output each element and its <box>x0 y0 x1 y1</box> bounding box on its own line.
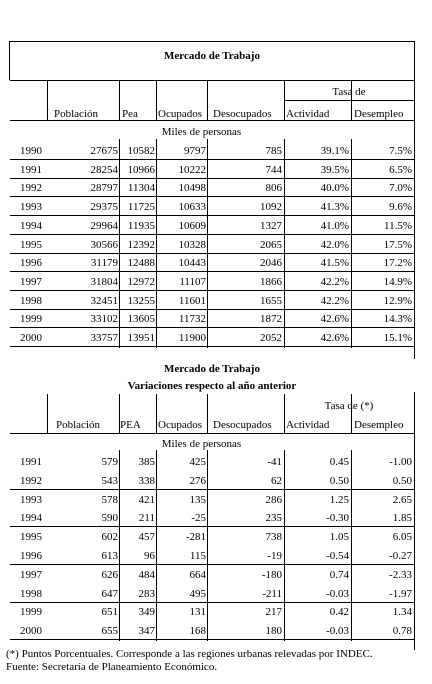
table1-cell: 14.3% <box>383 313 412 326</box>
table2-unit-label: Miles de personas <box>161 438 242 450</box>
table1-unit-label: Miles de personas <box>161 126 242 138</box>
table1-cell: 42.2% <box>320 275 349 288</box>
table2-year-cell: 1994 <box>20 512 42 525</box>
table2-column-header: PEA <box>120 419 141 431</box>
table2-cell: 651 <box>101 606 118 619</box>
table1-cell: 11107 <box>179 275 206 288</box>
table2-cell: -0.27 <box>389 550 412 562</box>
table2-cell: 283 <box>138 587 155 600</box>
table1-cell: 41.0% <box>320 219 349 232</box>
table2-cell: 2.65 <box>392 493 412 506</box>
table2-year-cell: 1993 <box>20 493 42 506</box>
table1-cell: 11304 <box>127 182 155 195</box>
table2-column-header: Actividad <box>286 419 330 431</box>
table1-title: Mercado de Trabajo <box>164 50 260 62</box>
table2-cell: 421 <box>138 493 155 506</box>
table1-title-rule <box>10 80 414 81</box>
table2-cell: 0.50 <box>329 474 349 487</box>
table1-cell: 28254 <box>90 163 118 176</box>
table1-row-rule <box>10 271 414 272</box>
table2-cell: -211 <box>262 587 282 600</box>
table1-row-rule <box>10 327 414 328</box>
table1-cell: 1866 <box>260 275 282 288</box>
table1-column-header: Ocupados <box>158 108 202 120</box>
table1-column-divider <box>156 139 157 348</box>
table1-row-rule <box>10 159 414 160</box>
table2-cell: 457 <box>138 531 155 544</box>
table1-column-divider <box>351 139 352 348</box>
table2-cell: -25 <box>191 512 206 525</box>
table2-column-divider <box>119 450 120 641</box>
table1-cell: 29964 <box>90 219 118 232</box>
table1-cell: 806 <box>265 182 282 195</box>
table1-row-rule <box>10 346 414 347</box>
table1-cell: 29375 <box>90 201 118 214</box>
table2-cell: 135 <box>189 493 206 506</box>
table2-year-cell: 1998 <box>20 587 42 600</box>
table1-header-divider <box>284 80 285 120</box>
table1-cell: 1655 <box>260 294 282 307</box>
table2-right-border <box>414 392 415 650</box>
table2-cell: -0.54 <box>326 550 349 562</box>
table1-row-rule <box>10 196 414 197</box>
table1-header-divider <box>119 80 120 120</box>
table2-cell: 385 <box>138 456 155 468</box>
table2-year-cell: 1992 <box>20 474 42 487</box>
source-note: Fuente: Secretaría de Planeamiento Económico. <box>6 661 218 673</box>
table1-cell: 6.5% <box>389 163 412 176</box>
table1-header-rule <box>10 120 414 121</box>
table2-column-header: Desempleo <box>354 419 404 431</box>
table1-cell: 10328 <box>178 238 206 251</box>
table2-cell: 579 <box>101 456 118 468</box>
table2-cell: 349 <box>138 606 155 619</box>
table2-cell: 96 <box>144 550 155 562</box>
table1-row-rule <box>10 215 414 216</box>
table1-cell: 12972 <box>127 275 155 288</box>
table1-cell: 13255 <box>127 294 155 307</box>
table2-cell: 211 <box>138 512 155 525</box>
table2-cell: 626 <box>101 568 118 581</box>
table1-row-rule <box>10 253 414 254</box>
table2-cell: 0.42 <box>329 606 349 619</box>
table1-year-cell: 1990 <box>20 145 42 157</box>
table2-header-divider <box>47 394 48 433</box>
table1-cell: 42.2% <box>320 294 349 307</box>
table2-header-divider <box>207 394 208 433</box>
table2-cell: 1.05 <box>329 531 349 544</box>
table2-cell: -0.03 <box>326 587 349 600</box>
table2-cell: -0.30 <box>326 512 349 525</box>
table1-column-header: Desempleo <box>354 108 404 120</box>
table1-year-cell: 1996 <box>20 257 42 270</box>
table1-cell: 2052 <box>260 332 282 344</box>
table2-row-rule <box>10 564 414 565</box>
table1-cell: 11.5% <box>383 219 412 232</box>
table1-cell: 9797 <box>184 145 206 157</box>
table2-cell: -41 <box>267 456 282 468</box>
table1-cell: 1872 <box>260 313 282 326</box>
table2-cell: 1.85 <box>392 512 412 525</box>
table1-cell: 31804 <box>90 275 118 288</box>
table1-cell: 15.1% <box>383 332 412 344</box>
table1-cell: 11725 <box>127 201 155 214</box>
table1-row-rule <box>10 309 414 310</box>
table2-cell: 168 <box>189 625 206 638</box>
table2-column-divider <box>284 450 285 641</box>
table2-cell: 1.25 <box>329 493 349 506</box>
table2-cell: -0.03 <box>326 625 349 638</box>
table1-cell: 41.5% <box>320 257 349 270</box>
table2-column-header: Ocupados <box>158 419 202 431</box>
table2-cell: 495 <box>189 587 206 600</box>
table1-header-divider <box>207 80 208 120</box>
table1-column-divider <box>207 139 208 348</box>
table2-row-rule <box>10 602 414 603</box>
table1-cell: 14.9% <box>383 275 412 288</box>
table1-cell: 12488 <box>127 257 155 270</box>
table1-cell: 7.0% <box>389 182 412 195</box>
table2-column-header: Población <box>56 419 100 431</box>
table1-cell: 17.5% <box>383 238 412 251</box>
table2-row-rule <box>10 489 414 490</box>
table1-cell: 10633 <box>178 201 206 214</box>
table1-cell: 1327 <box>260 219 282 232</box>
table2-column-divider <box>207 450 208 641</box>
table1-year-cell: 2000 <box>20 332 42 344</box>
table2-cell: 347 <box>138 625 155 638</box>
table2-year-cell: 1996 <box>20 550 42 562</box>
table1-row-rule <box>10 290 414 291</box>
table1-cell: 33757 <box>90 332 118 344</box>
table1-top-border <box>10 41 414 42</box>
table1-row-rule <box>10 178 414 179</box>
table2-cell: 1.34 <box>392 606 412 619</box>
table1-cell: 11732 <box>178 313 206 326</box>
table1-right-border <box>414 41 415 359</box>
table2-cell: 543 <box>101 474 118 487</box>
table1-cell: 13951 <box>127 332 155 344</box>
table1-cell: 42.6% <box>320 332 349 344</box>
table1-cell: 785 <box>265 145 282 157</box>
table2-column-divider <box>351 450 352 641</box>
table2-cell: 655 <box>101 625 118 638</box>
table2-cell: 0.50 <box>392 474 412 487</box>
table2-cell: 664 <box>189 568 206 581</box>
table1-column-header: Pea <box>122 108 138 120</box>
table1-cell: 30566 <box>90 238 118 251</box>
table1-cell: 27675 <box>90 145 118 157</box>
table1-cell: 13605 <box>127 313 155 326</box>
table2-year-cell: 1995 <box>20 531 42 544</box>
table1-cell: 32451 <box>90 294 118 307</box>
table1-cell: 744 <box>265 163 282 176</box>
table1-tasa-label: Tasa de <box>332 86 366 98</box>
table2-cell: 0.74 <box>329 568 349 581</box>
table1-cell: 40.0% <box>320 182 349 195</box>
table1-cell: 39.1% <box>320 145 349 157</box>
table2-cell: -180 <box>261 568 282 581</box>
table1-cell: 31179 <box>90 257 118 270</box>
table1-cell: 10966 <box>127 163 155 176</box>
table2-subtitle: Variaciones respecto al año anterior <box>127 380 297 392</box>
table1-year-cell: 1998 <box>20 294 42 307</box>
table2-row-rule <box>10 526 414 527</box>
table1-cell: 39.5% <box>320 163 349 176</box>
table1-cell: 42.6% <box>320 313 349 326</box>
table1-cell: 12392 <box>127 238 155 251</box>
table2-cell: 276 <box>189 474 206 487</box>
table1-tasa-rule <box>284 100 414 101</box>
table1-column-header: Población <box>54 108 98 120</box>
table1-cell: 33102 <box>90 313 118 326</box>
table1-header-divider <box>47 80 48 120</box>
table2-cell: 131 <box>189 606 206 619</box>
table2-cell: 602 <box>101 531 118 544</box>
table1-cell: 9.6% <box>389 201 412 214</box>
table2-header-divider <box>284 394 285 433</box>
table2-column-divider <box>156 450 157 641</box>
table1-cell: 10582 <box>127 145 155 157</box>
table2-year-cell: 2000 <box>20 625 42 638</box>
table1-year-cell: 1993 <box>20 201 42 214</box>
table2-cell: 217 <box>265 606 282 619</box>
table1-cell: 2065 <box>260 238 282 251</box>
table2-header-rule <box>10 433 414 434</box>
table1-cell: 10222 <box>178 163 206 176</box>
table1-cell: 11935 <box>127 219 155 232</box>
table2-cell: 0.78 <box>392 625 412 638</box>
table1-column-divider <box>119 139 120 348</box>
table1-cell: 11900 <box>178 332 206 344</box>
table1-cell: 17.2% <box>383 257 412 270</box>
table1-cell: 7.5% <box>389 145 412 157</box>
table1-cell: 42.0% <box>320 238 349 251</box>
table2-header-divider <box>351 394 352 433</box>
table1-year-cell: 1997 <box>20 275 42 288</box>
footnote: (*) Puntos Porcentuales. Corresponde a las regiones urbanas relevadas por INDEC. <box>6 648 373 660</box>
table1-cell: 12.9% <box>383 294 412 307</box>
table2-cell: 738 <box>265 531 282 544</box>
table2-year-cell: 1999 <box>20 606 42 619</box>
table1-cell: 2046 <box>260 257 282 270</box>
table1-year-cell: 1999 <box>20 313 42 326</box>
table2-cell: 590 <box>101 512 118 525</box>
table1-cell: 10498 <box>178 182 206 195</box>
table2-cell: 62 <box>271 474 282 487</box>
table2-cell: 0.45 <box>329 456 349 468</box>
table2-cell: 235 <box>265 512 282 525</box>
table2-year-cell: 1997 <box>20 568 42 581</box>
table2-cell: 578 <box>101 493 118 506</box>
table2-header-divider <box>156 394 157 433</box>
table1-cell: 41.3% <box>320 201 349 214</box>
table2-row-rule <box>10 639 414 640</box>
table2-tasa-label: Tasa de (*) <box>324 400 374 412</box>
table1-year-cell: 1991 <box>20 163 42 176</box>
table2-cell: 647 <box>101 587 118 600</box>
table1-cell: 28797 <box>90 182 118 195</box>
table1-cell: 10443 <box>178 257 206 270</box>
table2-cell: 338 <box>138 474 155 487</box>
table1-header-divider <box>351 80 352 120</box>
table1-cell: 10609 <box>178 219 206 232</box>
table2-cell: 180 <box>265 625 282 638</box>
table2-year-cell: 1991 <box>20 456 42 468</box>
table1-cell: 11601 <box>178 294 206 307</box>
table2-cell: 484 <box>138 568 155 581</box>
table2-cell: 6.05 <box>392 531 412 544</box>
table1-year-cell: 1995 <box>20 238 42 251</box>
table2-cell: -281 <box>185 531 206 544</box>
table1-column-divider <box>284 139 285 348</box>
table2-cell: -2.33 <box>389 568 412 581</box>
table1-year-cell: 1994 <box>20 219 42 232</box>
table1-column-header: Desocupados <box>213 108 272 120</box>
table2-cell: 613 <box>101 550 118 562</box>
table2-cell: -1.97 <box>389 587 412 600</box>
table1-year-cell: 1992 <box>20 182 42 195</box>
table1-column-header: Actividad <box>286 108 330 120</box>
table2-cell: -19 <box>267 550 282 562</box>
table2-title: Mercado de Trabajo <box>164 363 260 375</box>
table2-cell: 286 <box>265 493 282 506</box>
table1-row-rule <box>10 234 414 235</box>
table2-cell: 115 <box>189 550 206 562</box>
table1-header-divider <box>156 80 157 120</box>
table2-cell: -1.00 <box>389 456 412 468</box>
table2-cell: 425 <box>189 456 206 468</box>
table1-cell: 1092 <box>260 201 282 214</box>
table2-column-header: Desocupados <box>213 419 272 431</box>
